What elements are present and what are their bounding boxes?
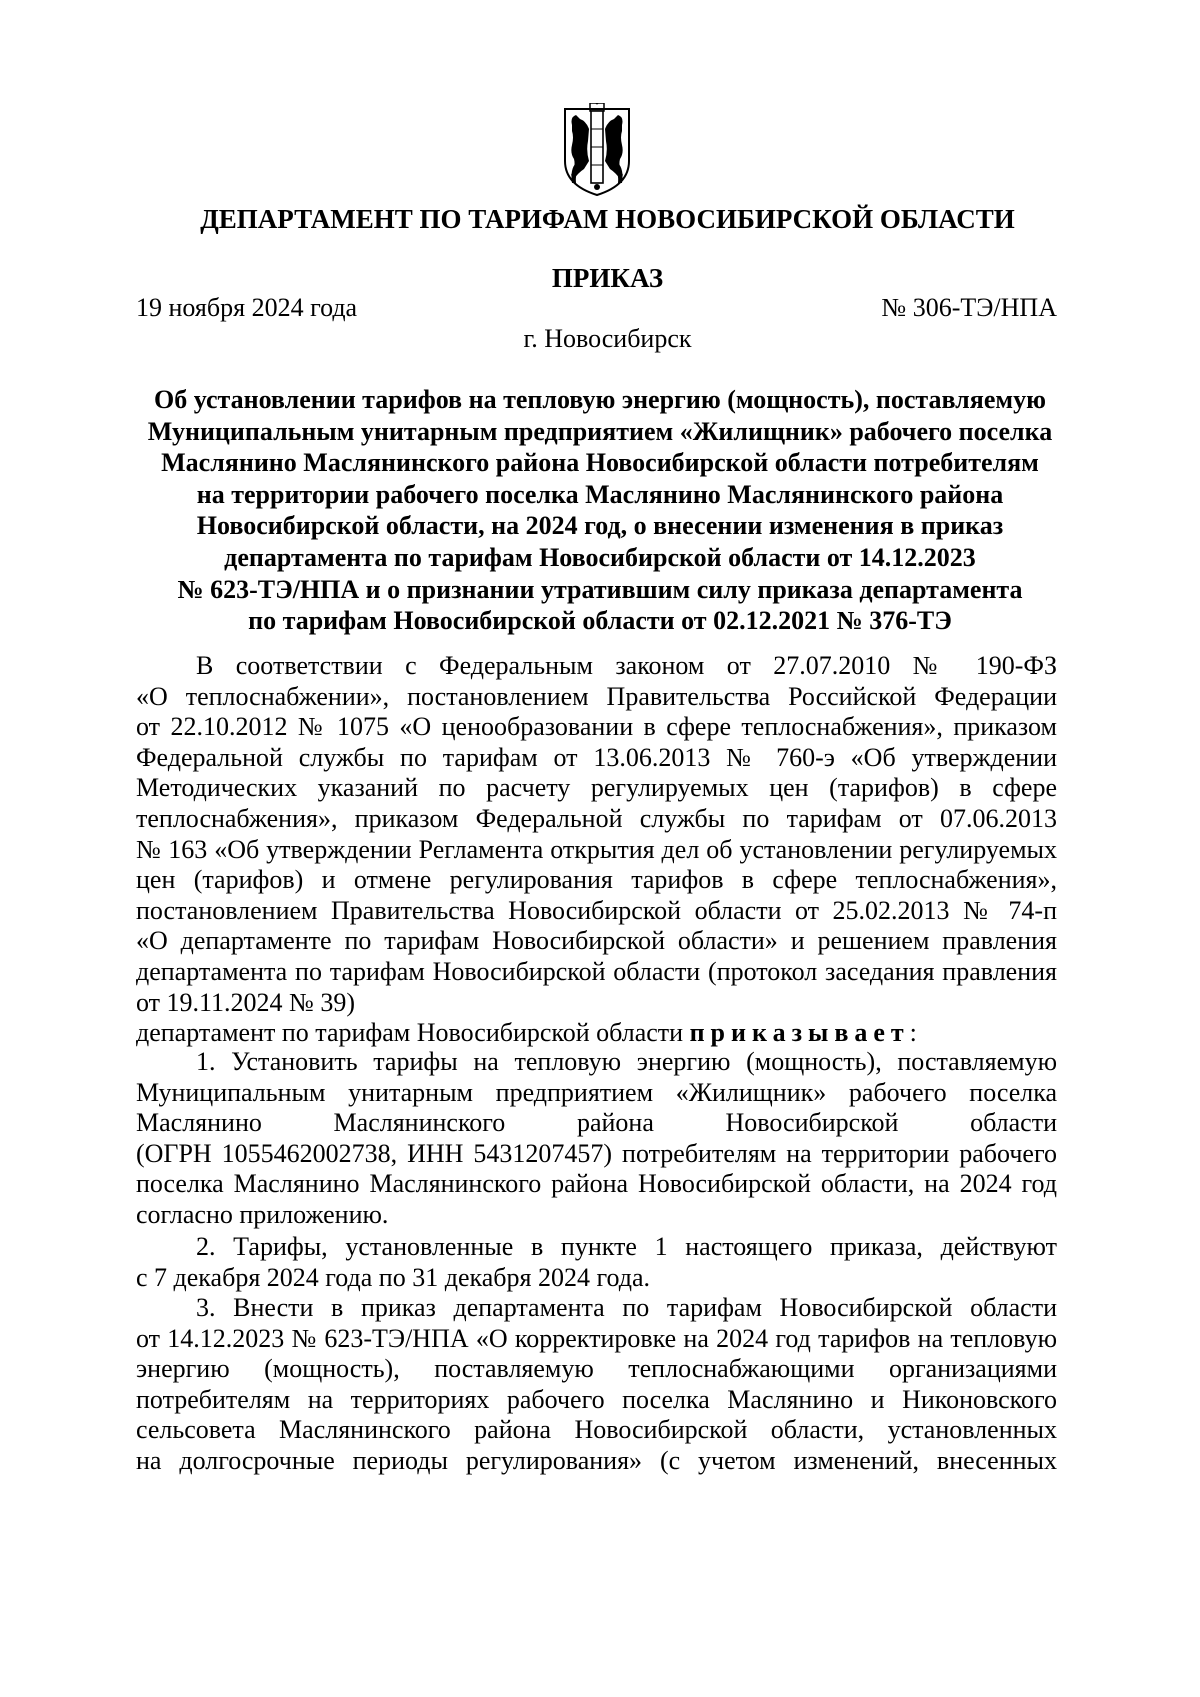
item-1-line: (ОГРН 1055462002738, ИНН 5431207457) потребителям на территории рабочего <box>136 1138 1057 1168</box>
preamble-line: постановлением Правительства Новосибирской области от 25.02.2013 № 74-п <box>136 895 1057 925</box>
item-3-line: энергию (мощность), поставляемую теплоснабжающими организациями <box>136 1354 1057 1384</box>
item-1-paragraph <box>136 1047 1057 1231</box>
department-name: ДЕПАРТАМЕНТ ПО ТАРИФАМ НОВОСИБИРСКОЙ ОБЛАСТИ <box>200 204 1015 234</box>
preamble-line: № 163 «Об утверждении Регламента открытия дел об установлении регулируемых <box>136 834 1057 864</box>
item-1-line: согласно приложению. <box>136 1199 389 1229</box>
item-2-line: 2. Тарифы, установленные в пункте 1 настоящего приказа, действуют <box>196 1232 1057 1261</box>
subject-line: на территории рабочего поселка Маслянино Маслянинского района <box>196 479 1004 509</box>
item-3-line: на долгосрочные периоды регулирования» (с учетом изменений, внесенных <box>136 1445 1057 1475</box>
preamble-line: от 19.11.2024 № 39) <box>136 987 356 1017</box>
orders-prefix: департамент по тарифам Новосибирской области <box>136 1018 690 1047</box>
item-1-line: Муниципальным унитарным предприятием «Жилищник» рабочего поселка <box>136 1077 1057 1107</box>
subject-line: Об установлении тарифов на тепловую энергию (мощность), поставляемую <box>154 385 1046 414</box>
subject-line: Маслянино Маслянинского района Новосибирской области потребителям <box>161 448 1039 478</box>
item-1-line: поселка Маслянино Маслянинского района Новосибирской области, на 2024 год <box>136 1169 1057 1199</box>
preamble-line: Методических указаний по расчету регулируемых цен (тарифов) в сфере <box>136 773 1057 803</box>
order-city: г. Новосибирск <box>523 324 692 353</box>
order-title: ПРИКАЗ <box>551 263 664 293</box>
preamble-line: цен (тарифов) и отмене регулирования тарифов в сфере теплоснабжения», <box>136 865 1057 895</box>
preamble-line: «О теплоснабжении», постановлением Правительства Российской Федерации <box>136 681 1057 711</box>
item-2-paragraph <box>136 1232 1057 1293</box>
subject-line: Новосибирской области, на 2024 год, о внесении изменения в приказ <box>196 511 1004 541</box>
preamble-line: «О департаменте по тарифам Новосибирской области» и решением правления <box>136 926 1057 956</box>
item-1-line: Маслянино Маслянинского района Новосибирской области <box>136 1108 1057 1138</box>
order-subject <box>140 384 1060 637</box>
subject-line: Муниципальным унитарным предприятием «Жилищник» рабочего поселка <box>147 416 1053 446</box>
subject-line: департамента по тарифам Новосибирской области от 14.12.2023 <box>224 542 976 572</box>
orders-line-text <box>136 1018 1057 1049</box>
orders-suffix: : <box>909 1018 917 1047</box>
order-number: № 306-ТЭ/НПА <box>881 293 1057 322</box>
preamble-line: департамента по тарифам Новосибирской области (протокол заседания правления <box>136 956 1057 986</box>
item-3-line: 3. Внести в приказ департамента по тарифам Новосибирской области <box>196 1293 1057 1322</box>
item-3-line: сельсовета Маслянинского района Новосибирской области, установленных <box>136 1415 1057 1445</box>
preamble-line: от 22.10.2012 № 1075 «О ценообразовании в сфере теплоснабжения», приказом <box>136 712 1057 742</box>
preamble-line: Федеральной службы по тарифам от 13.06.2013 № 760-э «Об утверждении <box>136 742 1057 772</box>
order-date: 19 ноября 2024 года <box>136 293 358 322</box>
preamble-line: В соответствии с Федеральным законом от 27.07.2010 № 190-ФЗ <box>196 651 1057 680</box>
subject-line: по тарифам Новосибирской области от 02.12.2021 № 376-ТЭ <box>248 606 952 636</box>
item-3-line: от 14.12.2023 № 623-ТЭ/НПА «О корректировке на 2024 год тарифов на тепловую <box>136 1323 1057 1353</box>
item-3-paragraph <box>136 1293 1057 1477</box>
item-1-line: 1. Установить тарифы на тепловую энергию (мощность), поставляемую <box>196 1047 1057 1076</box>
preamble-line: теплоснабжения», приказом Федеральной службы по тарифам от 07.06.2013 <box>136 803 1057 833</box>
item-2-line: с 7 декабря 2024 года по 31 декабря 2024 года. <box>136 1262 650 1292</box>
preamble-paragraph <box>136 651 1057 1018</box>
orders-verb: приказывает <box>689 1018 910 1047</box>
orders-line <box>136 1018 1057 1049</box>
item-3-line: потребителям на территориях рабочего поселка Маслянино и Никоновского <box>136 1384 1057 1414</box>
subject-line: № 623-ТЭ/НПА и о признании утратившим силу приказа департамента <box>177 574 1023 604</box>
coat-of-arms-emblem <box>562 103 632 199</box>
